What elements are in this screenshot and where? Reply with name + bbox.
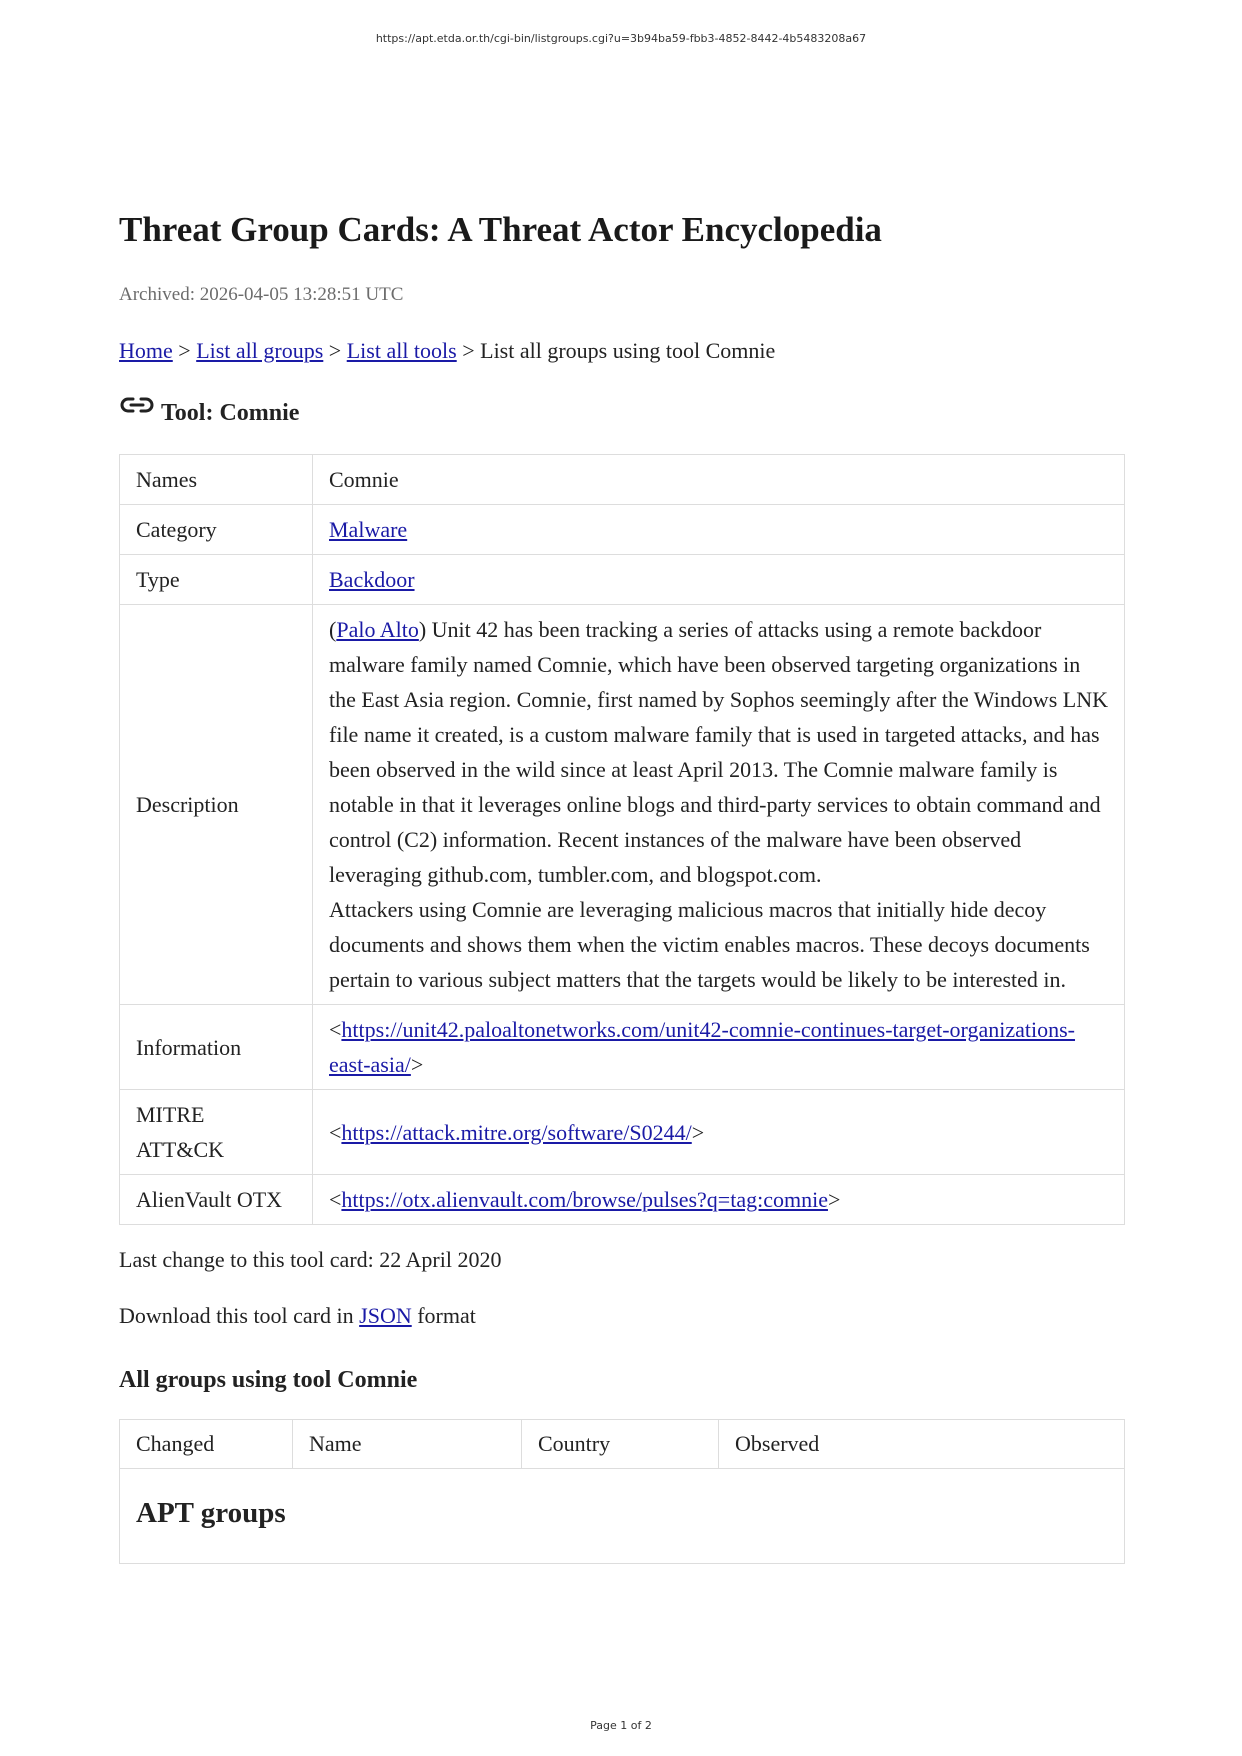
paren-open: ( — [329, 617, 337, 642]
angle-close: > — [827, 1187, 841, 1212]
angle-open: < — [329, 1187, 342, 1212]
otx-key: AlienVault OTX — [120, 1175, 313, 1225]
angle-close: > — [410, 1052, 424, 1077]
link-icon — [119, 390, 155, 420]
table-row — [120, 555, 1125, 605]
breadcrumb-home-link[interactable]: Home — [119, 338, 173, 363]
column-header-observed[interactable]: Observed — [719, 1420, 1125, 1469]
breadcrumb-list-groups-link[interactable]: List all groups — [196, 338, 324, 363]
archived-timestamp: Archived: 2026-04-05 13:28:51 UTC — [119, 284, 404, 305]
groups-table — [119, 1419, 1125, 1564]
type-cell — [313, 555, 1125, 605]
mitre-cell — [313, 1090, 1125, 1175]
tool-heading — [119, 396, 1125, 430]
download-prefix: Download this tool card in — [119, 1303, 360, 1328]
apt-groups-title: APT groups — [136, 1497, 286, 1529]
table-header-row — [120, 1420, 1125, 1469]
page-title: Threat Group Cards: A Threat Actor Encyclopedia — [119, 210, 882, 249]
main-content — [119, 208, 1125, 1564]
apt-groups-cell — [120, 1469, 1125, 1564]
information-link[interactable]: https://unit42.paloaltonetworks.com/unit42-comnie-continues-target-organizations-east-asia/ — [329, 1017, 1076, 1077]
mitre-link[interactable]: https://attack.mitre.org/software/S0244/ — [341, 1119, 692, 1145]
source-link[interactable]: Palo Alto — [336, 617, 419, 642]
download-suffix: format — [411, 1303, 476, 1328]
print-header-url: https://apt.etda.or.th/cgi-bin/listgroups.cgi?u=3b94ba59-fbb3-4852-8442-4b5483208a67 — [375, 32, 867, 45]
tool-card-table — [119, 454, 1125, 1225]
json-download-link[interactable]: JSON — [359, 1303, 412, 1328]
groups-heading: All groups using tool Comnie — [119, 1367, 418, 1393]
table-row — [120, 1090, 1125, 1175]
table-row — [120, 1469, 1125, 1564]
breadcrumb — [119, 336, 1125, 366]
otx-cell — [313, 1175, 1125, 1225]
column-header-country[interactable]: Country — [522, 1420, 719, 1469]
breadcrumb-separator: > — [172, 338, 197, 363]
column-header-changed[interactable]: Changed — [120, 1420, 293, 1469]
angle-open: < — [329, 1119, 342, 1145]
last-change-text: Last change to this tool card: 22 April 2020 — [119, 1247, 502, 1272]
column-header-name[interactable]: Name — [293, 1420, 522, 1469]
table-row — [120, 1005, 1125, 1090]
table-row — [120, 1175, 1125, 1225]
names-value: Comnie — [313, 455, 1125, 505]
information-key: Information — [120, 1005, 313, 1090]
mitre-key: MITRE ATT&CK — [120, 1090, 313, 1175]
names-key: Names — [120, 455, 313, 505]
download-line — [119, 1299, 1125, 1333]
information-cell — [313, 1005, 1125, 1090]
breadcrumb-current: > List all groups using tool Comnie — [456, 338, 776, 363]
tool-heading-text: Tool: Comnie — [161, 400, 300, 426]
category-key: Category — [120, 505, 313, 555]
table-row — [120, 605, 1125, 1005]
description-cell — [313, 605, 1125, 1005]
breadcrumb-list-tools-link[interactable]: List all tools — [346, 338, 457, 363]
type-key: Type — [120, 555, 313, 605]
description-key: Description — [120, 605, 313, 1005]
page-number: Page 1 of 2 — [590, 1719, 652, 1732]
otx-link[interactable]: https://otx.alienvault.com/browse/pulses?q=tag:comnie — [341, 1187, 828, 1212]
breadcrumb-separator: > — [323, 338, 347, 363]
category-cell — [313, 505, 1125, 555]
angle-open: < — [329, 1017, 342, 1042]
angle-close: > — [691, 1119, 705, 1145]
table-row — [120, 505, 1125, 555]
description-paragraph — [329, 612, 1108, 892]
description-paragraph: Attackers using Comnie are leveraging malicious macros that initially hide decoy documents and shows them when the victim enables macros. These decoys documents pertain to various subject matters that the targets would be likely to be interested in. — [329, 897, 1090, 992]
type-link[interactable]: Backdoor — [329, 567, 415, 592]
category-link[interactable]: Malware — [329, 517, 408, 542]
table-row — [120, 455, 1125, 505]
description-text: ) Unit 42 has been tracking a series of attacks using a remote backdoor malware family named Comnie, which have been observed targeting organizations in the East Asia region. Comnie, first named by Sophos seemingly after the Windows LNK file name it created, is a custom malware family that is used in targeted attacks, and has been observed in the wild since at least April 2013. The Comnie malware family is notable in that it leverages online blogs and third-party services to obtain command and control (C2) information. Recent instances of the malware have been observed leveraging github.com, tumbler.com, and blogspot.com. — [329, 617, 1108, 887]
